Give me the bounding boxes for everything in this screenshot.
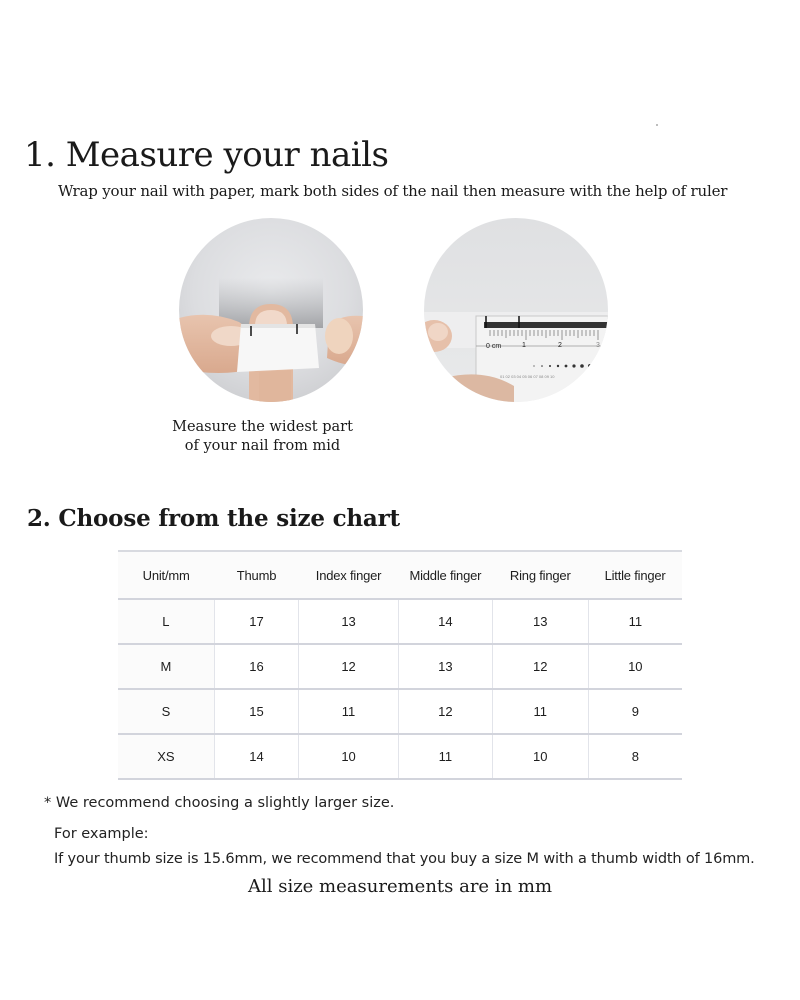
cell-thumb: 17	[214, 599, 298, 644]
size-label: L	[118, 599, 214, 644]
unit-note-text: All size measurements are in mm	[247, 876, 553, 897]
ruler-label-0cm: 0 cm	[486, 343, 502, 350]
size-chart-table	[118, 550, 682, 780]
caption-line-1: Measure the widest part	[172, 419, 353, 435]
thumb-photo-illustration	[179, 218, 363, 402]
ruler-photo-illustration	[424, 218, 608, 402]
section-2-title: 2. Choose from the size chart	[27, 505, 400, 533]
unit-note	[0, 876, 800, 897]
table-row	[118, 644, 682, 689]
paper-on-ruler-photo	[424, 218, 608, 402]
header-index-finger: Index finger	[299, 551, 399, 599]
measure-instruction: Wrap your nail with paper, mark both sides of the nail then measure with the help of ruler	[58, 182, 728, 200]
svg-text:2: 2	[558, 342, 562, 349]
size-label: S	[118, 689, 214, 734]
section-1-title: 1. Measure your nails	[24, 134, 389, 175]
header-thumb: Thumb	[214, 551, 298, 599]
header-unit: Unit/mm	[118, 551, 214, 599]
cell-middle: 12	[398, 689, 492, 734]
svg-text:3: 3	[596, 342, 600, 349]
cell-index: 10	[299, 734, 399, 779]
cell-middle: 13	[398, 644, 492, 689]
caption-line-2: of your nail from mid	[184, 438, 341, 454]
cell-ring: 13	[492, 599, 588, 644]
cell-little: 8	[588, 734, 682, 779]
cell-ring: 10	[492, 734, 588, 779]
cell-ring: 11	[492, 689, 588, 734]
size-chart-header-row	[118, 551, 682, 599]
cell-index: 13	[299, 599, 399, 644]
header-little-finger: Little finger	[588, 551, 682, 599]
table-row	[118, 734, 682, 779]
size-label: XS	[118, 734, 214, 779]
svg-text:01 02 03 04 05 06 07 08 09 10: 01 02 03 04 05 06 07 08 09 10	[500, 374, 555, 379]
cell-little: 10	[588, 644, 682, 689]
cell-thumb: 14	[214, 734, 298, 779]
header-middle-finger: Middle finger	[398, 551, 492, 599]
cell-middle: 11	[398, 734, 492, 779]
recommendation-note: * We recommend choosing a slightly larger size.	[44, 795, 395, 811]
cell-little: 11	[588, 599, 682, 644]
cell-thumb: 15	[214, 689, 298, 734]
cell-thumb: 16	[214, 644, 298, 689]
measure-caption	[160, 418, 365, 456]
thumb-wrapped-in-paper-photo	[179, 218, 363, 402]
size-chart	[118, 550, 682, 780]
example-label: For example:	[54, 826, 149, 842]
table-row	[118, 599, 682, 644]
speck	[656, 124, 658, 126]
cell-index: 11	[299, 689, 399, 734]
cell-ring: 12	[492, 644, 588, 689]
table-row	[118, 689, 682, 734]
cell-middle: 14	[398, 599, 492, 644]
size-label: M	[118, 644, 214, 689]
header-ring-finger: Ring finger	[492, 551, 588, 599]
cell-little: 9	[588, 689, 682, 734]
cell-index: 12	[299, 644, 399, 689]
example-text: If your thumb size is 15.6mm, we recommend that you buy a size M with a thumb width of 16mm.	[54, 851, 755, 867]
svg-text:1: 1	[522, 342, 526, 349]
